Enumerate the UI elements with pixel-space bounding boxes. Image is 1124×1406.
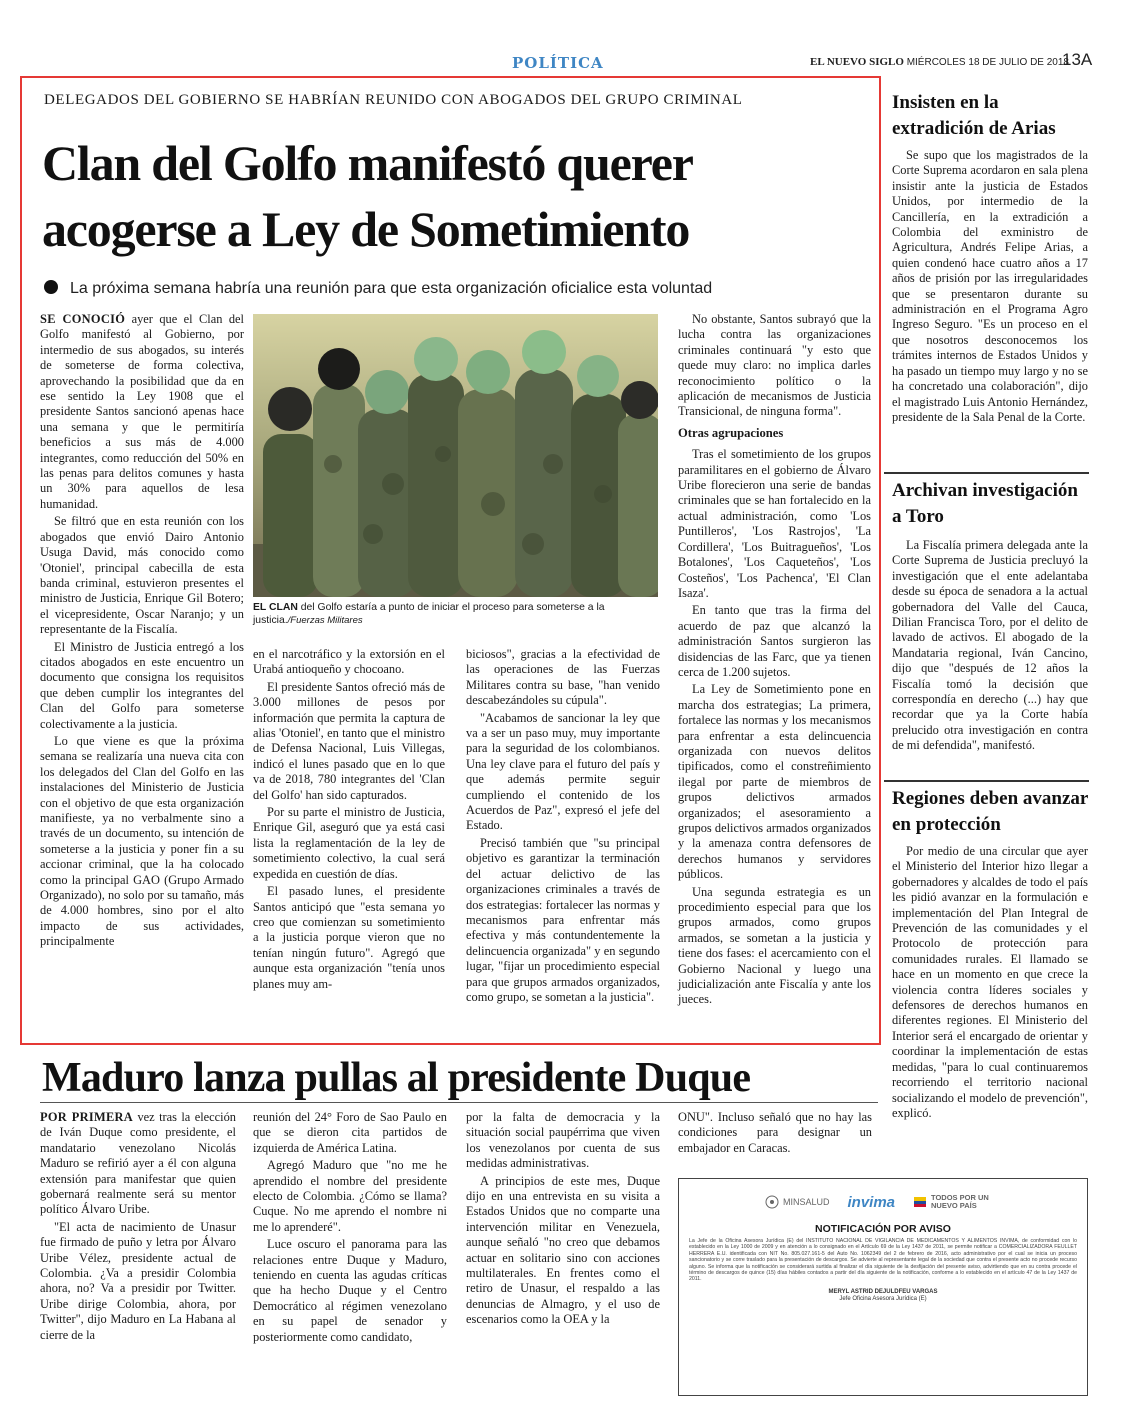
minsalud-logo xyxy=(765,1195,830,1209)
paragraph: "Acabamos de sancionar la ley que va a ser un paso muy, muy importante para la seguridad de los colombianos. Una ley clave para el futuro del país y que además permite seguir cumpliendo el contenido de los Acuerdos de Paz", expresó el jefe del Estado. xyxy=(466,710,660,833)
headline-line-2: acogerse a Ley de Sometimiento xyxy=(42,201,690,257)
paper-date-line xyxy=(810,56,1069,68)
notice-title: NOTIFICACIÓN POR AVISO xyxy=(815,1223,951,1235)
subhead-text: La próxima semana habría una reunión para que esta organización oficialice esta voluntad xyxy=(70,280,713,297)
paragraph: A principios de este mes, Duque dijo en una entrevista en su visita a Estados Unidos que no comparte una intervención militar en Venezuela, aunque señaló "no creo que debamos actuar en solitario sino con acciones multilaterales. En frentes como el retiro de Unasur, el respaldo a las denuncias de Almagro, y el uso de escenarios como la OEA y la xyxy=(466,1173,660,1327)
caption-text: del Golfo estaría a punto de iniciar el proceso para someterse a la justicia. xyxy=(253,602,605,626)
paragraph: En tanto que tras la firma del acuerdo de paz que alcanzó la administración Santos surgieron las disidencias de las Farc, que ya tienen cerca de 1.200 sujetos. xyxy=(678,603,871,679)
story-column-1 xyxy=(40,312,244,952)
armed-group-photo xyxy=(253,314,658,597)
section-name: POLÍTICA xyxy=(512,54,604,72)
paragraph: La Fiscalía primera delegada ante la Corte Suprema de Justicia precluyó la investigación que el ente adelantaba desde su época de senadora a la actual gobernadora del Valle del Cauca, Dilian Francisca Toro, por el delito de lavado de activos. El abogado de la Mandataria regional, Iván Cancino, dijo que "después de 12 años la Fiscalía tomó la decisión que correspondía en derecho (...) hay que recordar que ya la Corte había prelucido otra investigación en contra de mi defendida", manifestó. xyxy=(892,538,1088,753)
notice-signer: MERYL ASTRID DEJULDFEU VARGAS xyxy=(828,1288,938,1295)
paragraph xyxy=(40,1110,236,1218)
story-kicker: DELEGADOS DEL GOBIERNO SE HABRÍAN REUNIDO CON ABOGADOS DEL GRUPO CRIMINAL xyxy=(44,92,743,108)
section-subtitle: Otras agrupaciones xyxy=(678,425,784,440)
paragraph: El presidente Santos ofreció más de 3.000 millones de pesos por información que permita la captura de alias 'Otoniel', en tanto que el ministro de Defensa Nacional, Luis Villegas, indicó el lunes pasado que en lo que va de 2018, 780 integrantes del 'Clan del Golfo' han sido capturados. xyxy=(253,679,445,802)
sidebar-title-2: Archivan investigación a Toro xyxy=(892,480,1078,527)
paragraph xyxy=(40,312,244,512)
legal-notice xyxy=(678,1178,1088,1396)
paragraph: Tras el sometimiento de los grupos paramilitares en el gobierno de Álvaro Uribe florecieron una serie de bandas criminales que se han fortalecido en la actual administración, como 'Los Puntilleros', 'Los Rastrojos', 'La Cordillera', 'Los Buitragueños', 'Los Botalones', 'Los Caqueteños', 'Los Costeños', 'Los Pachenca', 'El Clan Isaza'. xyxy=(678,447,871,600)
subheadline xyxy=(44,280,874,298)
second-column-2 xyxy=(253,1110,447,1347)
lead-in: POR PRIMERA xyxy=(40,1110,134,1124)
paragraph: Lo que viene es que la próxima semana se realizaría una nueva cita con los delegados del Clan del Golfo en las instalaciones del Ministerio de Justicia con el objetivo de que esta organización manifieste, ya no verbalmente sino a través de un documento, su intención de someterse a la justicia y poner fin a su accionar criminal, que la ha colocado como la principal GAO (Grupo Armado Organizado), no solo por su tamaño, más de 4.000 hombres, sino por el alto impacto de sus actividades, principalmente xyxy=(40,733,244,949)
story-column-2 xyxy=(253,647,445,994)
gobierno-logo xyxy=(913,1194,1001,1210)
main-headline xyxy=(42,130,872,262)
story-column-4 xyxy=(678,312,871,1010)
lead-in: SE CONOCIÓ xyxy=(40,312,126,326)
paragraph: No obstante, Santos subrayó que la lucha contra las organizaciones criminales continuará "y esto que quede muy claro: no implica darles reconocimiento político o la aplicación de mecanismos de Justicia Transicional, de ninguna forma". xyxy=(678,312,871,419)
paragraph: Una segunda estrategia es un procedimiento especial para que los grupos armados, como grupos armados, se sometan a la justicia y tiene dos fases: el acercamiento con el Gobierno Nacional y luego una judicialización ante Fiscalía y ante los jueces. xyxy=(678,884,871,1007)
paragraph: El pasado lunes, el presidente Santos anticipó que "esta semana yo creo que comienzan su sometimiento a la justicia porque vieron que no tenían ningún futuro". Agregó que aunque esta organización "tenía unos planes muy am- xyxy=(253,884,445,991)
paragraph: por la falta de democracia y la situación social paupérrima que viven los venezolanos por cuenta de sus medidas administrativas. xyxy=(466,1110,660,1171)
paragraph: en el narcotráfico y la extorsión en el Urabá antioqueño y chocoano. xyxy=(253,647,445,677)
story-column-3 xyxy=(466,647,660,1007)
invima-logo xyxy=(847,1194,895,1211)
caption-lead: EL CLAN xyxy=(253,602,298,613)
second-headline: Maduro lanza pullas al presidente Duque xyxy=(42,1055,751,1101)
photo-credit: /Fuerzas Militares xyxy=(287,615,363,626)
notice-body: La Jefe de la Oficina Asesora Jurídica (E) del INSTITUTO NACIONAL DE VIGILANCIA DE MEDICAMENTOS Y ALIMENTOS INVIMA, de conformidad con lo establecido en la Ley 1000 de 2009 y en atención a lo consignado en el Artículo 69 de la Ley 1437 de 2011, se permite notificar a COMERCIALIZADORA FEULLET HERRERA E.U. identificada con NIT No. 805.027.161-5 del Auto No. 1062349 del 2 de febrero de 2016, acto administrativo por el cual se inicia un proceso sancionatorio y se corre traslado para la presentación de descargos. Se advierte al representante legal de la sociedad que contra el presente acto no procede recurso alguno. Se informa que la notificación se considerará surtida al finalizar el día siguiente de la desfijación del presente aviso, advirtiendo que en su contra procede el término de descargos de quince (15) días hábiles contados a partir del día siguiente de la notificación, conforme a lo establecido en el artículo 47 de la Ley 1437 de 2011. xyxy=(689,1238,1077,1283)
shield-icon xyxy=(765,1195,779,1209)
paragraph-text: vez tras la elección de Iván Duque como presidente, el mandatario venezolano Nicolás Maduro se refirió ayer a él con alguna extensión para manifestar que quien gobernará realmente será su mentor político Álvaro Uribe. xyxy=(40,1110,236,1217)
paragraph: reunión del 24° Foro de Sao Paulo en que se dieron cita partidos de izquierda de América Latina. xyxy=(253,1110,447,1155)
sidebar-body-2 xyxy=(892,538,1088,756)
paragraph: El Ministro de Justicia entregó a los citados abogados en este encuentro un documento que consigna los requisitos que deben cumplir los integrantes del Clan del Golfo para someterse colectivamente a la justicia. xyxy=(40,639,244,731)
second-column-1 xyxy=(40,1110,236,1345)
paragraph: La Ley de Sometimiento pone en marcha dos estrategias; La primera, fortalece las normas y los mecanismos para enfrentar a esta delincuencia organizada con nuevos delitos tipificados, como el constreñimiento ilegal por parte de miembros de grupos delictivos armados organizados; el asesoramiento a grupos delictivos armados organizados y la amenaza contra defensores de derechos humanos y servidores públicos. xyxy=(678,682,871,882)
paper-name: EL NUEVO SIGLO xyxy=(810,56,904,68)
logo-text: TODOS POR UN NUEVO PAÍS xyxy=(931,1193,989,1210)
news-photo xyxy=(253,314,658,597)
second-column-3 xyxy=(466,1110,660,1330)
paragraph: Precisó también que "su principal objetivo es garantizar la terminación del actuar delictivo de las organizaciones criminales a través de dos estrategias: fortalecer las normas y mecanismos para enfrentar más efectiva y más contundentemente la delincuencia organizada" y en segundo lugar, "fijar un procedimiento especial para que grupos armados organizados, como grupo, se sometan a la justicia". xyxy=(466,835,660,1004)
sidebar-body-3 xyxy=(892,844,1088,1123)
paragraph: Por medio de una circular que ayer el Ministerio del Interior hizo llegar a gobernadores y alcaldes de todo el país les pidió avanzar en la formulación e implementación del Plan Integral de Prevención de las comunidades y el Protocolo de protección para comunidades rurales. El llamado se hace en un momento en que crece la violencia contra líderes sociales y defensores de derechos humanos en diferentes regiones. El Ministerio del Interior será el encargado de orientar y coordinar la implementación de estas medidas, "para lo cual continuaremos recorriendo el territorio nacional socializando el modelo de prevención", explicó. xyxy=(892,844,1088,1120)
logo-text: MINSALUD xyxy=(782,1197,830,1207)
paragraph: Luce oscuro el panorama para las relaciones entre Duque y Maduro, teniendo en cuenta las agudas críticas que ha hecho Duque y el Centro Democrático al régimen venezolano en su papel de senador y posteriormente como candidato, xyxy=(253,1237,447,1344)
photo-caption xyxy=(253,601,658,627)
flag-icon xyxy=(913,1195,927,1209)
paragraph: biciosos", gracias a la efectividad de las operaciones de las Fuerzas Militares contra su base, "han venido descabezándoles su cúpula". xyxy=(466,647,660,708)
sidebar-divider xyxy=(884,472,1089,474)
paragraph-text: ayer que el Clan del Golfo manifestó al Gobierno, por intermedio de sus abogados, su interés de someterse de forma colectiva, aprovechando la posibilidad que da en ese sentido la Ley 1908 que el presidente Santos sancionó apenas hace una semana y que le permitiría beneficios a sus más de 4.000 integrantes, como reducción del 50% en las penas para delitos comunes y hasta un 30% para aquellos de lesa humanidad. xyxy=(40,312,244,511)
sidebar-title-3: Regiones deben avanzar en protección xyxy=(892,788,1088,835)
sidebar-divider xyxy=(884,780,1089,782)
issue-date: MIÉRCOLES 18 DE JULIO DE 2018 xyxy=(906,57,1069,68)
paragraph: Por su parte el ministro de Justicia, Enrique Gil, aseguró que ya está casi lista la reglamentación de la ley de sometimiento colectivo, la cual será expedida en cuestión de días. xyxy=(253,805,445,881)
page-number: 13A xyxy=(1062,50,1093,69)
paragraph: ONU". Incluso señaló que no hay las condiciones para designar un embajador en Caracas. xyxy=(678,1110,872,1155)
logo-text: invima xyxy=(847,1193,896,1211)
sidebar-body-1 xyxy=(892,148,1088,427)
headline-rule xyxy=(40,1102,878,1103)
paragraph: "El acta de nacimiento de Unasur fue firmado de puño y letra por Álvaro Uribe Vélez, presidente actual de Colombia. ¿Va a presidir Colombia ahora, no? Va a presidir por Twitter. Uribe dirige Colombia, ahora, por Twitter", dijo Maduro en La Habana al cierre de la xyxy=(40,1219,236,1342)
paragraph: Se filtró que en esta reunión con los abogados que envió Dairo Antonio Usuga David, más conocido como 'Otoniel', principal cabecilla de esta banda criminal, estuvieron presentes el ministro de Justicia, Enrique Gil Botero; el vicepresidente, Oscar Naranjo; y un representante de la Fiscalía. xyxy=(40,514,244,637)
paragraph: Agregó Maduro que "no me he aprendido el nombre del presidente electo de Colombia. ¿Cómo se llama? Cuque. No me aprendo el nombre ni me lo aprenderé". xyxy=(253,1158,447,1234)
sidebar-title-1: Insisten en la extradición de Arias xyxy=(892,92,1056,139)
paragraph: Se supo que los magistrados de la Corte Suprema acordaron en sala plena insistir ante la justicia de Estados Unidos, por intermedio de la Cancillería, en la extradición a Colombia del exministro de Agricultura, Andrés Felipe Arias, a quien condenó hace cuatro años a 17 años de prisión por las irregularidades que se presentaron durante su administración en el Programa Agro Ingreso Seguro. "Es un proceso en el que nosotros desconocemos los trámites internos de Estados Unidos y ha pasado un tiempo muy largo y no se ha concretado una colaboración", dijo el magistrado Luis Antonio Hernández, presidente de la Sala Penal de la Corte. xyxy=(892,148,1088,424)
notice-logos xyxy=(689,1185,1077,1219)
second-column-4 xyxy=(678,1110,872,1158)
bullet-icon xyxy=(44,280,58,294)
headline-line-1: Clan del Golfo manifestó querer xyxy=(42,135,693,191)
notice-signer-role: Jefe Oficina Asesora Jurídica (E) xyxy=(839,1295,927,1302)
